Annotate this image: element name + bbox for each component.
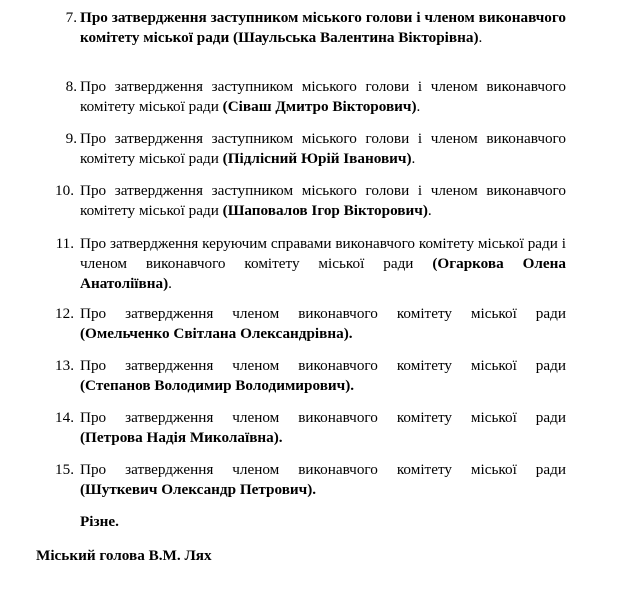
item-person-name: (Петрова Надія Миколаївна).	[80, 429, 283, 446]
item-intro: Про затвердження заступником міського голови і членом виконавчого комітету міської ради	[80, 130, 566, 167]
item-intro: Про затвердження заступником міського голови і членом виконавчого комітету міської ради	[80, 182, 566, 219]
signature-line: Міський голова В.М. Лях	[36, 547, 212, 564]
item-person-name: (Підлісний Юрій Іванович)	[222, 150, 412, 167]
item-number: 15.	[55, 461, 74, 478]
item-intro: Про затвердження заступником міського голови і членом виконавчого комітету міської ради	[80, 9, 566, 46]
agenda-item	[65, 8, 566, 48]
item-person-name: (Шаульська Валентина Вікторівна)	[233, 29, 479, 46]
item-person-name: (Огаркова Олена Анатоліївна)	[80, 255, 566, 292]
agenda-item	[65, 129, 566, 169]
item-number: 11.	[55, 235, 74, 252]
agenda-item	[55, 234, 566, 294]
item-intro: Про затвердження членом виконавчого комітету міської ради	[80, 409, 566, 426]
item-intro: Про затвердження керуючим справами виконавчого комітету міської ради і членом виконавчого комітету міської ради	[80, 235, 566, 272]
item-person-name: (Сіваш Дмитро Вікторович)	[222, 98, 417, 115]
item-text	[80, 460, 566, 500]
agenda-item	[55, 181, 566, 221]
item-tail: .	[168, 275, 172, 292]
item-number: 13.	[55, 357, 74, 374]
item-tail: .	[478, 29, 483, 46]
item-intro: Про затвердження членом виконавчого комітету міської ради	[80, 461, 566, 478]
item-text	[80, 234, 566, 294]
item-number: 10.	[55, 182, 74, 199]
item-number: 12.	[55, 305, 74, 322]
item-person-name: (Степанов Володимир Володимирович).	[80, 377, 355, 394]
item-text	[80, 304, 566, 344]
item-text	[80, 129, 566, 169]
item-text	[80, 77, 566, 117]
agenda-item	[55, 460, 566, 500]
item-text	[80, 8, 566, 48]
agenda-item	[65, 77, 566, 117]
item-tail: .	[416, 98, 421, 115]
item-person-name: (Омельченко Світлана Олександрівна).	[80, 325, 353, 342]
item-text	[80, 356, 566, 396]
agenda-item	[55, 408, 566, 448]
item-person-name: (Шуткевич Олександр Петрович).	[80, 481, 317, 498]
item-intro: Про затвердження членом виконавчого комітету міської ради	[80, 357, 566, 374]
item-tail: .	[411, 150, 416, 167]
item-tail: .	[427, 202, 432, 219]
item-text	[80, 408, 566, 448]
item-number: 7.	[65, 9, 77, 26]
agenda-item	[55, 304, 566, 344]
item-text	[80, 181, 566, 221]
item-number: 8.	[65, 78, 77, 95]
item-number: 9.	[65, 130, 77, 147]
misc-heading: Різне.	[80, 513, 119, 530]
agenda-item	[55, 356, 566, 396]
item-intro: Про затвердження членом виконавчого комітету міської ради	[80, 305, 566, 322]
item-person-name: (Шаповалов Ігор Вікторович)	[222, 202, 428, 219]
item-number: 14.	[55, 409, 74, 426]
item-intro: Про затвердження заступником міського голови і членом виконавчого комітету міської ради	[80, 78, 566, 115]
